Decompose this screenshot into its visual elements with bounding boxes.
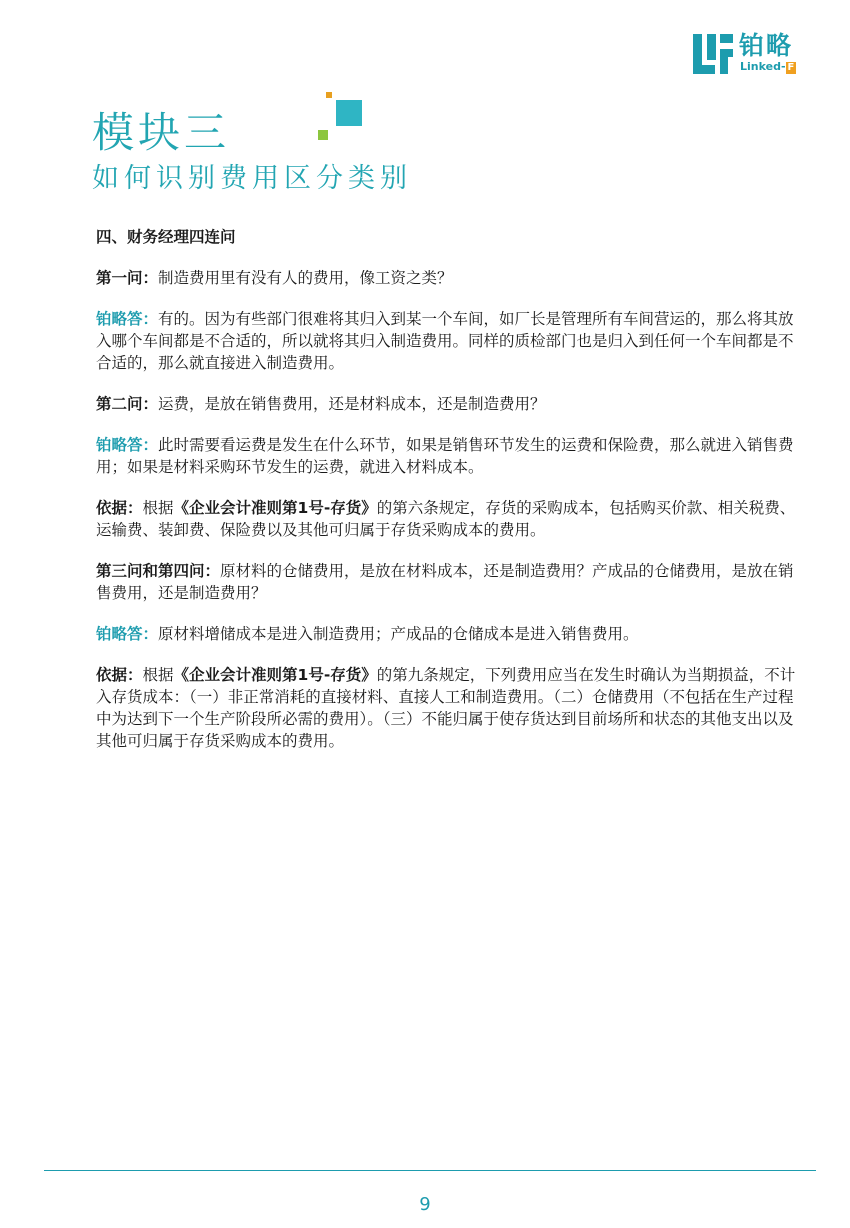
basis-label: 依据： [96, 499, 143, 517]
question-label: 第一问： [96, 269, 159, 287]
decorative-squares-icon [318, 92, 364, 142]
answer-label: 铂略答： [96, 310, 159, 328]
answer-3 [96, 623, 796, 645]
question-3-4 [96, 560, 796, 604]
brand-logo [693, 32, 813, 76]
basis-text: 的第九条规定，下列费用应当在发生时确认为当期损益，不计入存货成本：（一）非正常消耗的直接材料、直接人工和制造费用。（二）仓储费用（不包括在生产过程中为达到下一个生产阶段所必需的费用）。（三）不能归属于使存货达到目前场所和状态的其他支出以及其他可归属于存货采购成本的费用。 [96, 666, 796, 750]
question-label: 第二问： [96, 395, 159, 413]
answer-label: 铂略答： [96, 436, 159, 454]
logo-mark-icon [693, 34, 733, 74]
module-subtitle: 如何识别费用区分类别 [92, 163, 412, 194]
question-2 [96, 393, 796, 415]
question-1 [96, 267, 796, 289]
basis-2 [96, 664, 796, 752]
page-number: 9 [419, 1194, 431, 1215]
question-label: 第三问和第四问： [96, 562, 221, 580]
logo-brand-english: Linked- F [740, 60, 795, 73]
section-title: 四、财务经理四连问 [96, 228, 236, 246]
question-text: 制造费用里有没有人的费用，像工资之类？ [158, 269, 453, 287]
basis-label: 依据： [96, 666, 143, 684]
answer-text: 原材料增储成本是进入制造费用；产成品的仓储成本是进入销售费用。 [158, 625, 639, 643]
logo-f-badge: F [787, 62, 795, 73]
question-text: 运费，是放在销售费用，还是材料成本，还是制造费用？ [158, 395, 546, 413]
basis-1 [96, 497, 796, 541]
footer-divider [44, 1170, 816, 1171]
standard-name: 《企业会计准则第1号-存货》 [173, 499, 377, 517]
logo-brand-name: 铂略 [739, 31, 794, 60]
document-body [96, 226, 796, 771]
question-text: 原材料的仓储费用，是放在材料成本，还是制造费用？产成品的仓储费用，是放在销售费用，还是制造费用？ [96, 562, 794, 602]
standard-name: 《企业会计准则第1号-存货》 [173, 666, 377, 684]
basis-text: 的第六条规定，存货的采购成本，包括购买价款、相关税费、运输费、装卸费、保险费以及其他可归属于存货采购成本的费用。 [96, 499, 796, 539]
answer-label: 铂略答： [96, 625, 159, 643]
answer-1 [96, 308, 796, 374]
answer-2 [96, 434, 796, 478]
module-title: 模块三 [92, 108, 231, 157]
answer-text: 有的。因为有些部门很难将其归入到某一个车间，如厂长是管理所有车间营运的，那么将其放入哪个车间都是不合适的，所以就将其归入制造费用。同样的质检部门也是归入到任何一个车间都是不合适的，那么就直接进入制造费用。 [96, 310, 794, 372]
basis-prefix: 根据 [142, 499, 174, 517]
answer-text: 此时需要看运费是发生在什么环节，如果是销售环节发生的运费和保险费，那么就进入销售费用；如果是材料采购环节发生的运费，就进入材料成本。 [96, 436, 794, 476]
basis-prefix: 根据 [142, 666, 174, 684]
